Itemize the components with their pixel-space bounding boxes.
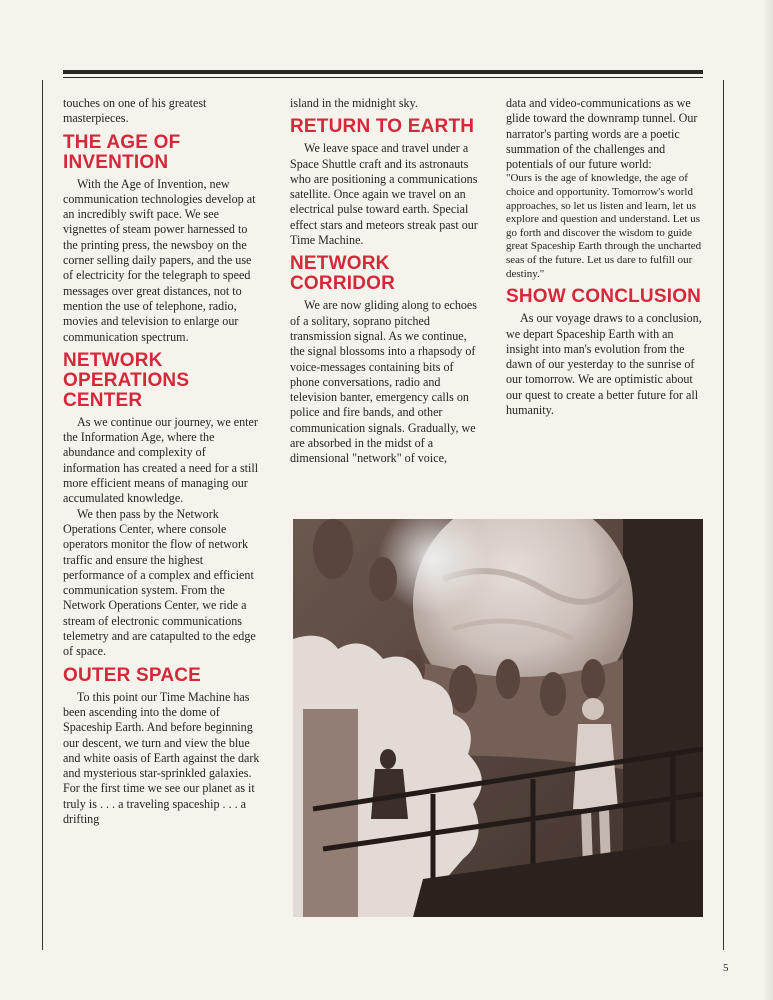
- col1-intro: touches on one of his greatest masterpieces.: [63, 96, 207, 126]
- right-margin-line: [723, 80, 724, 950]
- column-2: [290, 96, 480, 467]
- noc-text-1: As we continue our journey, we enter the Information Age, where the abundance and complexity of information has created a need for a still more efficient means of managing our accumulated knowledge.: [63, 414, 259, 506]
- heading-age-of-invention: THE AGE OF INVENTION: [63, 131, 181, 173]
- noc-text-2: We then pass by the Network Operations Center, where console operators monitor the flow of network traffic and ensure the highest performance of a complex and efficient communication system. From the Network Operations Center, we ride a stream of electronic communications telemetry and are catapulted to the edge of space.: [63, 506, 256, 659]
- page-edge-shadow: [763, 0, 773, 1000]
- left-margin-line: [42, 80, 43, 950]
- network-corridor-text: We are now gliding along to echoes of a solitary, soprano pitched transmission signal. As we continue, the signal blossoms into a rhapsody of voice-messages containing bits of phone conversations, radio and television banter, emergency calls on police and fire bands, and other communication signals. Gradually, we are absorbed in the midst of a dimensional "network" of voice,: [290, 298, 477, 466]
- heading-return-to-earth: RETURN TO EARTH: [290, 116, 475, 138]
- heading-network-corridor: NETWORK CORRIDOR: [290, 253, 396, 295]
- page-number: 5: [723, 962, 729, 974]
- heading-outer-space: OUTER SPACE: [63, 664, 202, 686]
- top-rule-thick: [63, 70, 703, 74]
- show-conclusion-text: As our voyage draws to a conclusion, we depart Spaceship Earth with an insight into man's evolution from the dawn of our yesterday to the sunrise of our tomorrow. We are optimistic about our quest to create a better future for all humanity.: [506, 311, 702, 418]
- mural-photograph: [293, 519, 703, 917]
- col3-intro: data and video-communications as we glide toward the downramp tunnel. Our narrator's parting words are a poetic summation of the challenges and potentials of our future world:: [506, 96, 698, 172]
- age-of-invention-text: With the Age of Invention, new communication technologies develop at an incredibly swift pace. We see vignettes of steam power harnessed to the printing press, the newsboy on the corner selling daily papers, and the use of electricity for the telegraph to speed messages over great distances, not to mention the use of telephone, radio, movies and television to enlarge our communication spectrum.: [63, 176, 256, 344]
- return-to-earth-text: We leave space and travel under a Space Shuttle craft and its astronauts who are positioning a communications satellite. Once again we travel on an electrical pulse toward earth. Special effect stars and meteors streak past our Time Machine.: [290, 141, 478, 248]
- outer-space-text: To this point our Time Machine has been ascending into the dome of Spaceship Earth. And before beginning our descent, we turn and view the blue and white oasis of Earth against the dark and mysterious star-sprinkled galaxies. For the first time we see our planet as it truly is . . . a traveling spaceship . . . a drifting: [63, 689, 260, 826]
- mural-photo-illustration: [293, 519, 703, 917]
- top-rule-thin: [63, 77, 703, 78]
- col2-intro: island in the midnight sky.: [290, 96, 418, 110]
- narrator-quote: "Ours is the age of knowledge, the age of choice and opportunity. Tomorrow's world approaches, so let us listen and learn, let us explore and question and understand. Let us go forth and discover the wisdom to guide great Spaceship Earth through the uncharted seas of the future. Let us dare to fulfill our destiny.": [506, 172, 702, 280]
- column-1: [63, 96, 263, 827]
- heading-network-operations-center: NETWORK OPERATIONS CENTER: [63, 349, 190, 411]
- heading-show-conclusion: SHOW CONCLUSION: [506, 286, 702, 308]
- column-3: [506, 96, 708, 418]
